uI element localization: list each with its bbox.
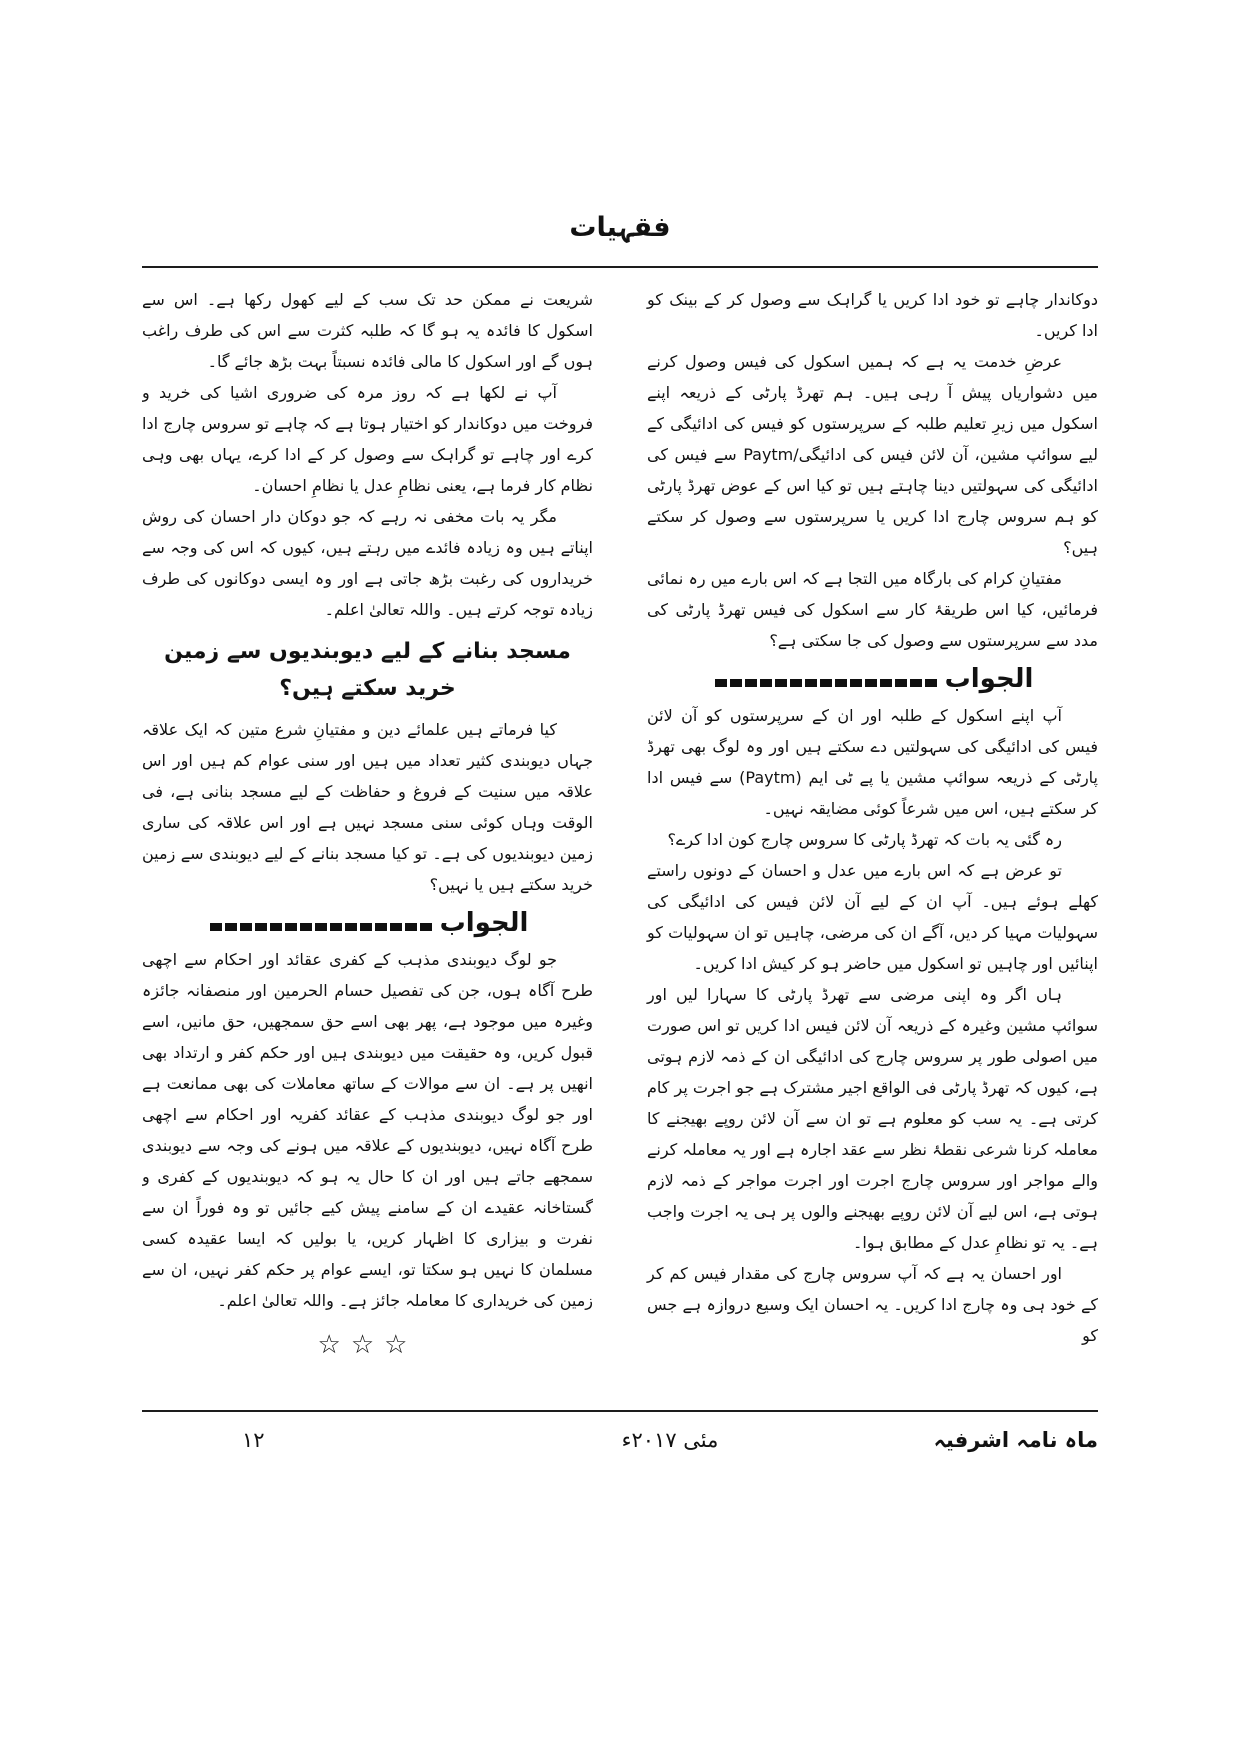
paragraph: آپ اپنے اسکول کے طلبہ اور ان کے سرپرستوں کو آن لائن فیس کی ادائیگی کی سہولتیں دے سکتے ہیں اور وہ لوگ بھی تھرڈ پارٹی کے ذریعہ سوائپ مشین یا پے ٹی ایم (Paytm) سے فیس ادا کر سکتے ہیں، اس میں شرعاً کوئی مضایقہ نہیں۔ bbox=[647, 706, 1098, 818]
right-column bbox=[647, 284, 1098, 1396]
answer-heading-rule bbox=[207, 923, 432, 931]
paragraph: کیا فرماتے ہیں علمائے دین و مفتیانِ شرع متین کہ ایک علاقہ جہاں دیوبندی کثیر تعداد میں ہیں اور سنی عوام کم ہیں اور اس علاقہ میں سنیت کے فروغ و حفاظت کے لیے مسجد بنانی ہے، فی الوقت وہاں کوئی سنی مسجد نہیں ہے اور اس علاقہ کی ساری زمین دیوبندیوں کی ہے۔ تو کیا مسجد بنانے کے لیے دیوبندی سے زمین خرید سکتے ہیں یا نہیں؟ bbox=[142, 719, 593, 894]
answer-heading-label: الجواب bbox=[944, 664, 1034, 694]
paragraph: رہ گئی یہ بات کہ تھرڈ پارٹی کا سروس چارج کون ادا کرے؟ bbox=[667, 830, 1062, 849]
end-stars-divider: ☆☆☆ bbox=[317, 1329, 418, 1360]
issue-date: مئی ۲۰۱۷ء bbox=[621, 1428, 719, 1452]
magazine-name: ماہ نامہ اشرفیہ bbox=[933, 1428, 1098, 1452]
left-column bbox=[142, 284, 593, 1396]
paragraph: آپ نے لکھا ہے کہ روز مرہ کی ضروری اشیا کی خرید و فروخت میں دوکاندار کو اختیار ہوتا ہے کہ چاہے تو سروس چارج ادا کرے اور چاہے تو گراہک سے وصول کر کے ادا کرے، یہاں بھی وہی نظام کار فرما ہے، یعنی نظامِ عدل یا نظامِ احسان۔ bbox=[142, 383, 593, 495]
answer-heading-label: الجواب bbox=[439, 907, 529, 938]
question-heading: مسجد بنانے کے لیے دیوبندیوں سے زمین خرید سکتے ہیں؟ bbox=[164, 639, 571, 702]
answer-heading bbox=[142, 907, 593, 938]
paragraph: دوکاندار چاہے تو خود ادا کریں یا گراہک سے وصول کر کے بینک کو ادا کریں۔ bbox=[647, 290, 1098, 340]
two-column-body bbox=[142, 284, 1098, 1396]
paragraph: ہاں اگر وہ اپنی مرضی سے تھرڈ پارٹی کا سہارا لیں اور سوائپ مشین وغیرہ کے ذریعہ آن لائن فیس ادا کریں تو اس صورت میں اصولی طور پر سروس چارج کی ادائیگی ان کے ذمہ لازم ہوتی ہے، کیوں کہ تھرڈ پارٹی فی الواقع اجیر مشترک ہے جو اجرت پر کام کرتی ہے۔ یہ سب کو معلوم ہے تو ان سے آن لائن روپے بھیجنے کا معاملہ کرنا شرعی نقطۂ نظر سے عقد اجارہ ہے اور یہ معاملہ کرنے والے مواجر اور سروس چارج اجرت اور اجرت مواجر کے ذمہ لازم ہوتی ہے، اس لیے آن لائن روپے بھیجنے والوں پر ہی یہ اجرت واجب ہے۔ یہ تو نظامِ عدل کے مطابق ہوا۔ bbox=[647, 985, 1098, 1252]
answer-heading bbox=[647, 666, 1098, 692]
paragraph: عرضِ خدمت یہ ہے کہ ہمیں اسکول کی فیس وصول کرنے میں دشواریاں پیش آ رہی ہیں۔ ہم تھرڈ پارٹی کے ذریعہ اپنے اسکول میں زیرِ تعلیم طلبہ کے سرپرستوں کو فیس کی ادائیگی کے لیے سوائپ مشین، آن لائن فیس کی ادائیگی/Paytm سے فیس کی ادائیگی کی سہولتیں دینا چاہتے ہیں تو کیا اس کے عوض تھرڈ پارٹی کو ہم سروس چارج ادا کریں یا سرپرستوں سے وصول کر سکتے ہیں؟ bbox=[647, 352, 1098, 557]
paragraph: مگر یہ بات مخفی نہ رہے کہ جو دوکان دار احسان کی روش اپناتے ہیں وہ زیادہ فائدے میں رہتے ہیں، کیوں کہ اس کی وجہ سے خریداروں کی رغبت بڑھ جاتی ہے اور وہ ایسی دوکانوں کی طرف زیادہ توجہ کرتے ہیں۔ واللہ تعالیٰ اعلم۔ bbox=[142, 507, 594, 619]
paragraph: تو عرض ہے کہ اس بارے میں عدل و احسان کے دونوں راستے کھلے ہوئے ہیں۔ آپ ان کے لیے آن لائن فیس کی ادائیگی کی سہولیات مہیا کر دیں، آگے ان کی مرضی، چاہیں تو ان سہولیات کو اپنائیں اور چاہیں تو اسکول میں حاضر ہو کر کیش ادا کریں۔ bbox=[647, 861, 1098, 973]
page-number: ۱۲ bbox=[242, 1428, 265, 1452]
paragraph: شریعت نے ممکن حد تک سب کے لیے کھول رکھا ہے۔ اس سے اسکول کا فائدہ یہ ہو گا کہ طلبہ کثرت سے اس کی طرف راغب ہوں گے اور اسکول کا مالی فائدہ نسبتاً بہت بڑھ جائے گا۔ bbox=[142, 290, 593, 371]
header-divider bbox=[142, 266, 1098, 268]
paragraph: مفتیانِ کرام کی بارگاہ میں التجا ہے کہ اس بارے میں رہ نمائی فرمائیں، کیا اس طریقۂ کار سے اسکول کی فیس تھرڈ پارٹی کی مدد سے سرپرستوں سے وصول کی جا سکتی ہے؟ bbox=[647, 569, 1098, 650]
paragraph: اور احسان یہ ہے کہ آپ سروس چارج کی مقدار فیس کم کر کے خود ہی وہ چارج ادا کریں۔ یہ احسان ایک وسیع دروازہ ہے جس کو bbox=[647, 1264, 1098, 1345]
answer-heading-rule bbox=[712, 679, 937, 687]
footer-divider bbox=[142, 1410, 1098, 1412]
page-footer bbox=[142, 1428, 1098, 1452]
paragraph: جو لوگ دیوبندی مذہب کے کفری عقائد اور احکام سے اچھی طرح آگاہ ہوں، جن کی تفصیل حسام الحرمین اور منصفانہ جائزہ وغیرہ میں موجود ہے، پھر بھی اسے حق سمجھیں، حق مانیں، اسے قبول کریں، وہ حقیقت میں دیوبندی ہیں اور حکم کفر و ارتداد بھی انھیں پر ہے۔ ان سے موالات کے ساتھ معاملات کی بھی ممانعت ہے اور جو لوگ دیوبندی مذہب کے عقائد کفریہ اور احکام سے اچھی طرح آگاہ نہیں، دیوبندیوں کے علاقہ میں ہونے کی وجہ سے دیوبندی سمجھے جاتے ہیں اور ان کا حال یہ ہو کہ دیوبندیوں کے کفری و گستاخانہ عقیدے ان کے سامنے پیش کیے جائیں تو وہ فوراً ان سے نفرت و بیزاری کا اظہار کریں، یا بولیں کہ ایسا عقیدہ کسی مسلمان کا نہیں ہو سکتا تو، ایسے عوام پر حکم کفر نہیں، ان سے زمین کی خریداری کا معاملہ جائز ہے۔ واللہ تعالیٰ اعلم۔ bbox=[142, 949, 593, 1310]
page-title: فقہیات bbox=[569, 212, 671, 243]
